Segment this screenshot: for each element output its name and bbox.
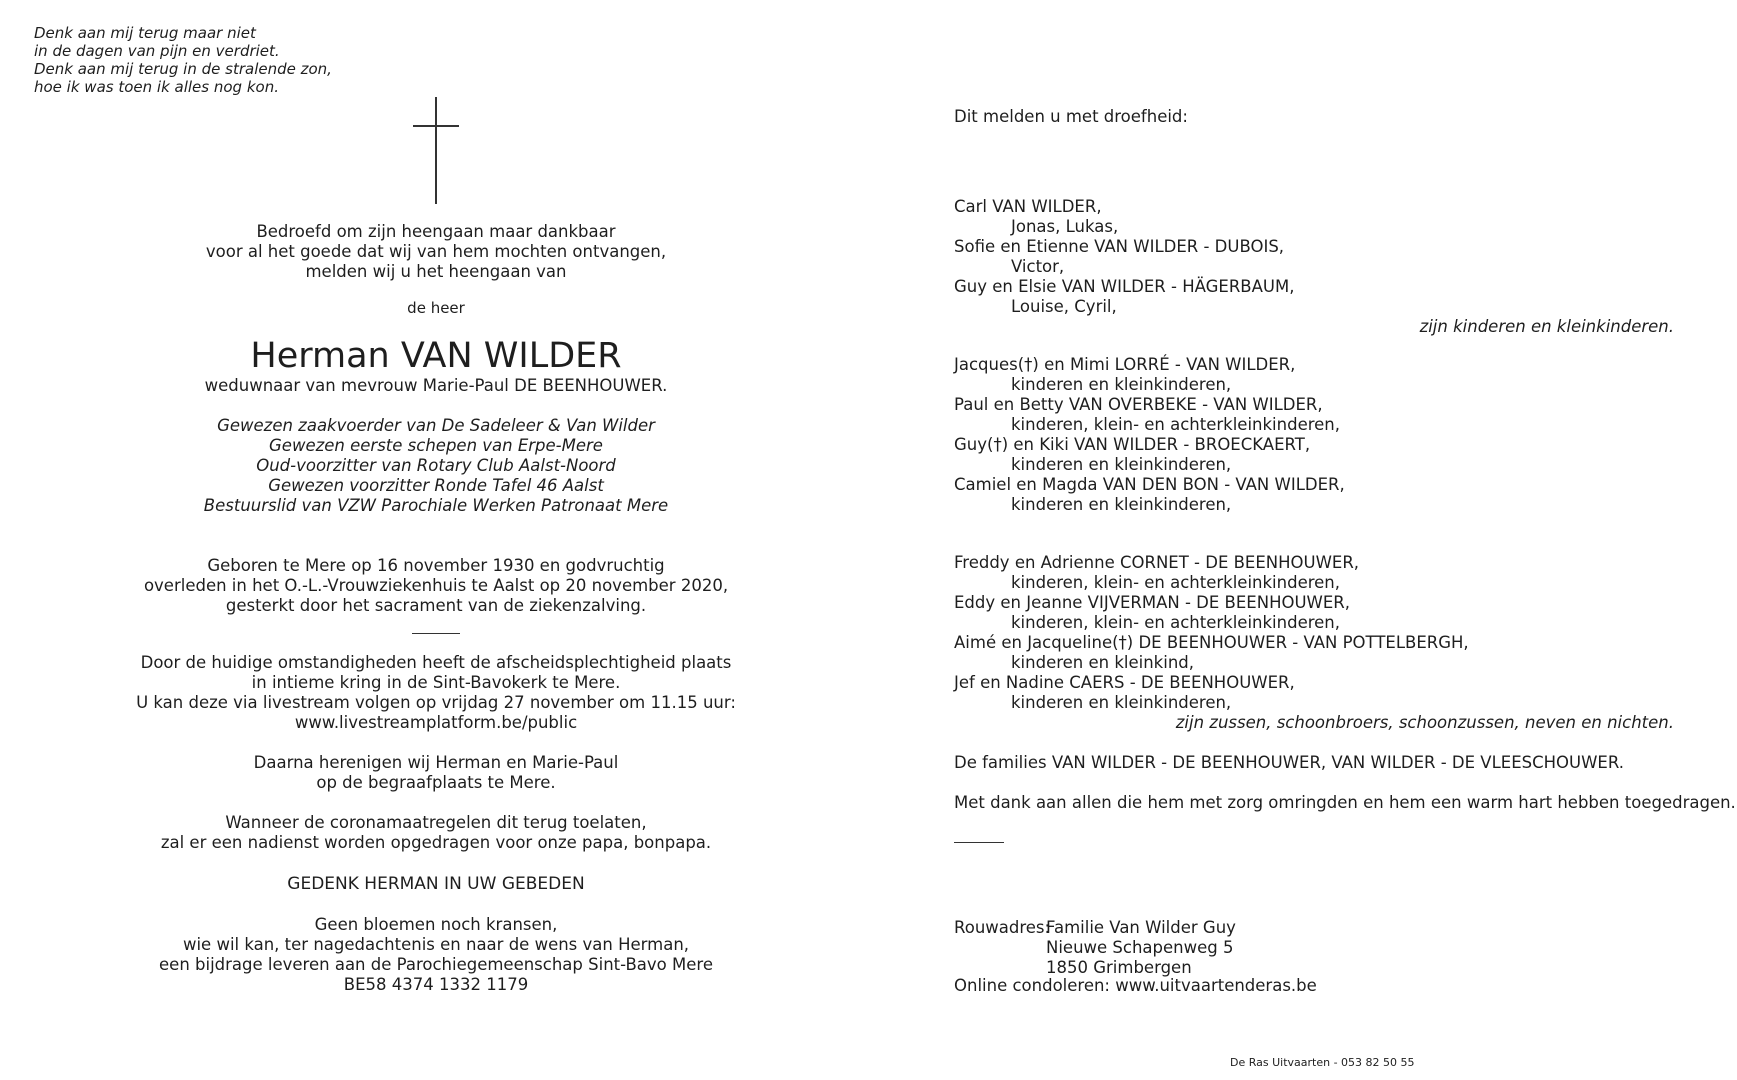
address-line: Familie Van Wilder Guy bbox=[1046, 918, 1236, 937]
intro-text bbox=[136, 222, 736, 282]
mourning-address bbox=[954, 918, 1236, 978]
descendants: kinderen en kleinkinderen, bbox=[1011, 693, 1232, 712]
poem-line: Denk aan mij terug maar niet bbox=[34, 24, 256, 42]
family-member: Eddy en Jeanne VIJVERMAN - DE BEENHOUWER, bbox=[954, 593, 1350, 612]
family-member: Guy en Elsie VAN WILDER - HÄGERBAUM, bbox=[954, 277, 1295, 296]
donation-line: wie wil kan, ter nagedachtenis en naar de wens van Herman, bbox=[182, 935, 690, 954]
families-text: De families VAN WILDER - DE BEENHOUWER, VAN WILDER - DE VLEESCHOUWER. bbox=[954, 753, 1624, 772]
donation-text bbox=[136, 915, 736, 995]
birth-line: Geboren te Mere op 16 november 1930 en godvruchtig bbox=[207, 556, 665, 575]
memorial-text bbox=[136, 813, 736, 853]
donation-line: een bijdrage leveren aan de Parochiegemeenschap Sint-Bavo Mere bbox=[159, 955, 713, 974]
in-laws-list bbox=[954, 553, 1469, 713]
birth-death-text bbox=[136, 556, 736, 616]
family-member: Aimé en Jacqueline(†) DE BEENHOUWER - VAN POTTELBERGH, bbox=[954, 633, 1469, 652]
address-line: Nieuwe Schapenweg 5 bbox=[1046, 938, 1234, 957]
announce-text: Dit melden u met droefheid: bbox=[954, 107, 1188, 126]
deceased-name: Herman VAN WILDER bbox=[250, 336, 622, 376]
funeral-home-footer: De Ras Uitvaarten - 053 82 50 55 bbox=[1230, 1056, 1415, 1069]
descendants: kinderen en kleinkind, bbox=[1011, 653, 1194, 672]
widower-text: weduwnaar van mevrouw Marie-Paul DE BEENHOUWER. bbox=[204, 376, 668, 395]
function-item: Gewezen voorzitter Ronde Tafel 46 Aalst bbox=[268, 476, 604, 495]
descendants: kinderen en kleinkinderen, bbox=[1011, 455, 1232, 474]
title-prefix: de heer bbox=[407, 299, 465, 317]
online-condolence: Online condoleren: www.uitvaartenderas.be bbox=[954, 976, 1317, 995]
birth-line: overleden in het O.-L.-Vrouwziekenhuis te Aalst op 20 november 2020, bbox=[143, 576, 729, 595]
address-line: 1850 Grimbergen bbox=[1046, 958, 1192, 977]
function-item: Oud-voorzitter van Rotary Club Aalst-Noord bbox=[256, 456, 616, 475]
children-list bbox=[954, 197, 1294, 317]
poem bbox=[34, 24, 332, 96]
cross-icon bbox=[435, 97, 437, 204]
children-role: zijn kinderen en kleinkinderen. bbox=[1419, 317, 1674, 336]
grandchildren: Victor, bbox=[1011, 257, 1065, 276]
function-item: Bestuurslid van VZW Parochiale Werken Patronaat Mere bbox=[203, 496, 669, 515]
intro-line: voor al het goede dat wij van hem mochten ontvangen, bbox=[205, 242, 667, 261]
ceremony-line: in intieme kring in de Sint-Bavokerk te Mere. bbox=[251, 673, 621, 692]
family-member: Paul en Betty VAN OVERBEKE - VAN WILDER, bbox=[954, 395, 1323, 414]
functions-list bbox=[136, 416, 736, 516]
bank-account: BE58 4374 1332 1179 bbox=[343, 975, 529, 994]
descendants: kinderen en kleinkinderen, bbox=[1011, 495, 1232, 514]
family-member: Sofie en Etienne VAN WILDER - DUBOIS, bbox=[954, 237, 1285, 256]
burial-line: op de begraafplaats te Mere. bbox=[316, 773, 556, 792]
descendants: kinderen, klein- en achterkleinkinderen, bbox=[1011, 415, 1341, 434]
ceremony-line: Door de huidige omstandigheden heeft de afscheidsplechtigheid plaats bbox=[140, 653, 732, 672]
cross-icon-bar bbox=[413, 125, 459, 127]
grandchildren: Louise, Cyril, bbox=[1011, 297, 1117, 316]
family-member: Carl VAN WILDER, bbox=[954, 197, 1102, 216]
ceremony-text bbox=[136, 653, 736, 733]
function-item: Gewezen zaakvoerder van De Sadeleer & Van Wilder bbox=[217, 416, 655, 435]
poem-line: Denk aan mij terug in de stralende zon, bbox=[34, 60, 332, 78]
livestream-link: www.livestreamplatform.be/public bbox=[294, 713, 578, 732]
grandchildren: Jonas, Lukas, bbox=[1011, 217, 1119, 236]
divider bbox=[954, 842, 1004, 843]
birth-line: gesterkt door het sacrament van de ziekenzalving. bbox=[225, 596, 647, 615]
burial-line: Daarna herenigen wij Herman en Marie-Paul bbox=[253, 753, 619, 772]
siblings-role: zijn zussen, schoonbroers, schoonzussen, neven en nichten. bbox=[1175, 713, 1674, 732]
poem-line: in de dagen van pijn en verdriet. bbox=[34, 42, 280, 60]
function-item: Gewezen eerste schepen van Erpe-Mere bbox=[269, 436, 603, 455]
descendants: kinderen, klein- en achterkleinkinderen, bbox=[1011, 613, 1341, 632]
memorial-line: zal er een nadienst worden opgedragen voor onze papa, bonpapa. bbox=[160, 833, 712, 852]
descendants: kinderen en kleinkinderen, bbox=[1011, 375, 1232, 394]
family-member: Jacques(†) en Mimi LORRÉ - VAN WILDER, bbox=[954, 355, 1296, 374]
donation-line: Geen bloemen noch kransen, bbox=[314, 915, 558, 934]
ceremony-line: U kan deze via livestream volgen op vrijdag 27 november om 11.15 uur: bbox=[136, 693, 736, 712]
family-member: Camiel en Magda VAN DEN BON - VAN WILDER, bbox=[954, 475, 1345, 494]
siblings-list bbox=[954, 355, 1345, 515]
family-member: Guy(†) en Kiki VAN WILDER - BROECKAERT, bbox=[954, 435, 1311, 454]
pray-heading: GEDENK HERMAN IN UW GEBEDEN bbox=[287, 874, 585, 894]
family-member: Freddy en Adrienne CORNET - DE BEENHOUWER, bbox=[954, 553, 1360, 572]
divider bbox=[412, 633, 460, 634]
descendants: kinderen, klein- en achterkleinkinderen, bbox=[1011, 573, 1341, 592]
intro-line: melden wij u het heengaan van bbox=[305, 262, 567, 281]
poem-line: hoe ik was toen ik alles nog kon. bbox=[34, 78, 279, 96]
burial-text bbox=[136, 753, 736, 793]
thanks-text: Met dank aan allen die hem met zorg omringden en hem een warm hart hebben toegedragen. bbox=[954, 793, 1736, 812]
memorial-line: Wanneer de coronamaatregelen dit terug toelaten, bbox=[225, 813, 647, 832]
family-member: Jef en Nadine CAERS - DE BEENHOUWER, bbox=[954, 673, 1295, 692]
intro-line: Bedroefd om zijn heengaan maar dankbaar bbox=[256, 222, 616, 241]
address-label: Rouwadres: bbox=[954, 918, 1051, 937]
